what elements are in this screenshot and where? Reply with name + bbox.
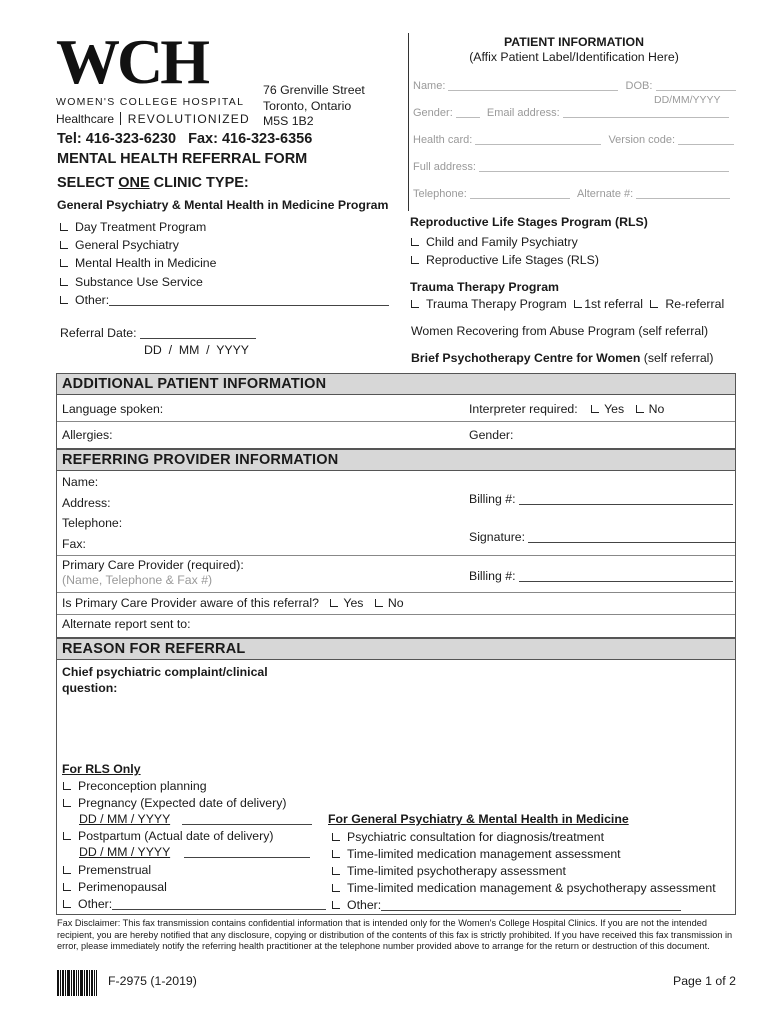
checkbox[interactable] (330, 599, 338, 607)
checkbox[interactable] (332, 884, 340, 892)
rls-pregnancy[interactable]: Pregnancy (Expected date of delivery) (63, 796, 286, 810)
patient-address-row (413, 161, 729, 173)
logo-wordmark: WCH (56, 26, 207, 97)
patient-email-label: Email address: (486, 107, 560, 119)
checkbox[interactable] (332, 850, 340, 858)
reason-header: REASON FOR REFERRAL (56, 638, 736, 660)
option-first-referral[interactable]: 1st referral (574, 297, 643, 311)
billing2-label: Billing #: (469, 569, 516, 583)
gen-reason-title: For General Psychiatry & Mental Health in Medicine (328, 812, 629, 826)
gen-psych-title: General Psychiatry & Mental Health in Medicine Program (57, 198, 389, 212)
checkbox[interactable] (63, 799, 71, 807)
patient-alternate-label: Alternate #: (576, 188, 634, 200)
billing2-row (469, 569, 733, 583)
divider (57, 555, 735, 556)
option-trauma[interactable]: Trauma Therapy Program (411, 297, 567, 311)
form-code: F-2975 (1-2019) (108, 974, 197, 988)
hospital-address (263, 83, 365, 130)
option-general-psychiatry[interactable]: General Psychiatry (60, 236, 389, 254)
patient-telephone-field[interactable] (470, 198, 570, 199)
interpreter-row (469, 402, 664, 416)
checkbox[interactable] (411, 238, 419, 246)
select-clinic-heading: SELECT ONE CLINIC TYPE: (57, 175, 249, 191)
gen-reason-other-field[interactable] (381, 910, 681, 911)
checkbox[interactable] (63, 832, 71, 840)
postpartum-date-field[interactable] (184, 857, 310, 858)
billing-row (469, 492, 733, 506)
aware-no[interactable]: No (375, 596, 404, 610)
rls-other-field[interactable] (112, 909, 326, 910)
checkbox[interactable] (63, 883, 71, 891)
referral-date (60, 326, 256, 340)
checkbox[interactable] (650, 300, 658, 308)
interpreter-no[interactable]: No (636, 402, 665, 416)
checkbox[interactable] (332, 833, 340, 841)
billing-label: Billing #: (469, 492, 516, 506)
provider-fax-label[interactable]: Fax: (62, 537, 86, 551)
gender-label[interactable]: Gender: (469, 428, 514, 442)
checkbox[interactable] (411, 300, 419, 308)
page-number: Page 1 of 2 (673, 974, 736, 988)
referral-date-label: Referral Date: (60, 326, 137, 340)
rls-options (411, 233, 599, 269)
postpartum-date-row (79, 845, 310, 859)
gen-reason-combined[interactable]: Time-limited medication management & psychotherapy assessment (332, 880, 716, 897)
gen-reason-options (332, 829, 716, 914)
patient-name-field[interactable] (448, 90, 618, 91)
option-mental-health-medicine[interactable]: Mental Health in Medicine (60, 254, 389, 272)
checkbox[interactable] (63, 900, 71, 908)
checkbox[interactable] (411, 256, 419, 264)
patient-info-title: PATIENT INFORMATION (503, 35, 645, 49)
patient-gender-label: Gender: (413, 107, 453, 119)
provider-box (56, 471, 736, 638)
trauma-title: Trauma Therapy Program (410, 280, 559, 294)
signature-row (469, 530, 736, 544)
other-field[interactable] (109, 305, 389, 306)
address-street: 76 Grenville Street (263, 83, 365, 97)
signature-label: Signature: (469, 530, 526, 544)
rls-premenstrual[interactable]: Premenstrual (63, 863, 151, 877)
additional-info-box (56, 395, 736, 449)
patient-name-label: Name: (413, 80, 446, 92)
referral-date-field[interactable] (140, 338, 256, 339)
checkbox[interactable] (63, 782, 71, 790)
gen-reason-other[interactable]: Other: (332, 897, 716, 914)
divider (57, 592, 735, 593)
patient-version-code-field[interactable] (678, 144, 734, 145)
contact-line: Tel: 416-323-6230 Fax: 416-323-6356 (57, 131, 313, 147)
fax-disclaimer: Fax Disclaimer: This fax transmission contains confidential information that is intended only for the Women's College Hospital Clinics. If you are not the intended recipient, you are hereby notified that any disclosure, copying or distribution of the contents of this fax is strictly prohibited. If you have received this fax transmission in error, please immediately notify the referring health practitioner at the telephone number provided above to arrange for the return or destruction of this document. (57, 918, 733, 952)
rls-preconception[interactable]: Preconception planning (63, 779, 207, 793)
postpartum-date-format: DD / MM / YYYY (79, 845, 171, 859)
patient-address-field[interactable] (479, 171, 729, 172)
form-title: MENTAL HEALTH REFERRAL FORM (57, 151, 308, 167)
patient-alternate-field[interactable] (636, 198, 730, 199)
checkbox[interactable] (591, 405, 599, 413)
checkbox[interactable] (375, 599, 383, 607)
patient-email-field[interactable] (563, 117, 729, 118)
checkbox[interactable] (574, 300, 582, 308)
rls-title: Reproductive Life Stages Program (RLS) (410, 215, 648, 229)
checkbox[interactable] (60, 278, 68, 286)
rls-other[interactable]: Other: (63, 897, 326, 911)
gen-reason-psychotherapy[interactable]: Time-limited psychotherapy assessment (332, 863, 716, 880)
checkbox[interactable] (60, 223, 68, 231)
patient-gender-field[interactable] (456, 117, 480, 118)
billing-field[interactable] (519, 504, 733, 505)
allergies-label[interactable]: Allergies: (62, 428, 113, 442)
pregnancy-date-format: DD / MM / YYYY (79, 812, 171, 826)
hospital-logo (56, 26, 250, 130)
checkbox[interactable] (332, 867, 340, 875)
gen-reason-medication[interactable]: Time-limited medication management assessment (332, 846, 716, 863)
brief-psychotherapy[interactable]: Brief Psychotherapy Centre for Women (self referral) (411, 351, 714, 365)
patient-info-subtitle: (Affix Patient Label/Identification Here) (469, 50, 679, 64)
divider (57, 421, 735, 422)
gen-psych-options (60, 218, 389, 309)
provider-telephone-label[interactable]: Telephone: (62, 516, 123, 530)
aware-label: Is Primary Care Provider aware of this referral? (62, 596, 319, 610)
patient-dob-field[interactable] (656, 90, 736, 91)
checkbox[interactable] (60, 296, 68, 304)
rls-only-title: For RLS Only (62, 762, 141, 776)
patient-name-row (413, 80, 736, 92)
checkbox[interactable] (332, 901, 340, 909)
logo-hospital-name: WOMEN'S COLLEGE HOSPITAL (56, 96, 245, 108)
signature-field[interactable] (528, 542, 736, 543)
option-other[interactable]: Other: (60, 291, 389, 309)
patient-health-card-field[interactable] (475, 144, 601, 145)
address-postal: M5S 1B2 (263, 114, 314, 128)
pregnancy-date-field[interactable] (182, 824, 312, 825)
option-re-referral[interactable]: Re-referral (650, 297, 724, 311)
reason-box (56, 660, 736, 915)
pregnancy-date-row (79, 812, 312, 826)
patient-version-code-label: Version code: (608, 134, 676, 146)
rls-perimenopausal[interactable]: Perimenopausal (63, 880, 167, 894)
trauma-options (411, 297, 724, 311)
rls-postpartum[interactable]: Postpartum (Actual date of delivery) (63, 829, 273, 843)
divider (57, 614, 735, 615)
alternate-report-label[interactable]: Alternate report sent to: (62, 617, 191, 631)
barcode-graphic (57, 970, 97, 996)
women-recovering[interactable]: Women Recovering from Abuse Program (self referral) (411, 324, 709, 338)
interpreter-yes[interactable]: Yes (591, 402, 624, 416)
option-day-treatment[interactable]: Day Treatment Program (60, 218, 389, 236)
interpreter-label: Interpreter required: (469, 402, 578, 416)
logo-tagline-left: Healthcare (56, 112, 115, 126)
primary-care-hint: (Name, Telephone & Fax #) (62, 573, 213, 587)
checkbox[interactable] (63, 866, 71, 874)
provider-name-label[interactable]: Name: (62, 475, 99, 489)
aware-yes[interactable]: Yes (330, 596, 363, 610)
patient-phone-row (413, 188, 730, 200)
aware-row (62, 596, 404, 610)
provider-header: REFERRING PROVIDER INFORMATION (56, 449, 736, 471)
language-label[interactable]: Language spoken: (62, 402, 164, 416)
complaint-label[interactable]: Chief psychiatric complaint/clinical question: (62, 665, 268, 695)
checkbox[interactable] (60, 259, 68, 267)
option-child-family[interactable]: Child and Family Psychiatry (411, 233, 599, 251)
referral-date-format: DD / MM / YYYY (144, 343, 249, 357)
patient-gender-row (413, 107, 729, 119)
gen-reason-consultation[interactable]: Psychiatric consultation for diagnosis/treatment (332, 829, 716, 846)
checkbox[interactable] (636, 405, 644, 413)
billing2-field[interactable] (519, 581, 733, 582)
patient-health-card-label: Health card: (413, 134, 473, 146)
logo-tagline-right: REVOLUTIONIZED (127, 112, 250, 126)
patient-address-label: Full address: (413, 161, 476, 173)
barcode (57, 970, 97, 996)
additional-info-header: ADDITIONAL PATIENT INFORMATION (56, 373, 736, 395)
provider-address-label[interactable]: Address: (62, 496, 111, 510)
patient-dob-format: DD/MM/YYYY (654, 94, 721, 106)
option-substance-use[interactable]: Substance Use Service (60, 273, 389, 291)
checkbox[interactable] (60, 241, 68, 249)
address-city: Toronto, Ontario (263, 98, 352, 113)
option-rls[interactable]: Reproductive Life Stages (RLS) (411, 251, 599, 269)
patient-dob-label: DOB: (625, 80, 653, 92)
patient-telephone-label: Telephone: (413, 188, 467, 200)
patient-health-row (413, 134, 734, 146)
primary-care-label[interactable]: Primary Care Provider (required): (62, 558, 244, 572)
